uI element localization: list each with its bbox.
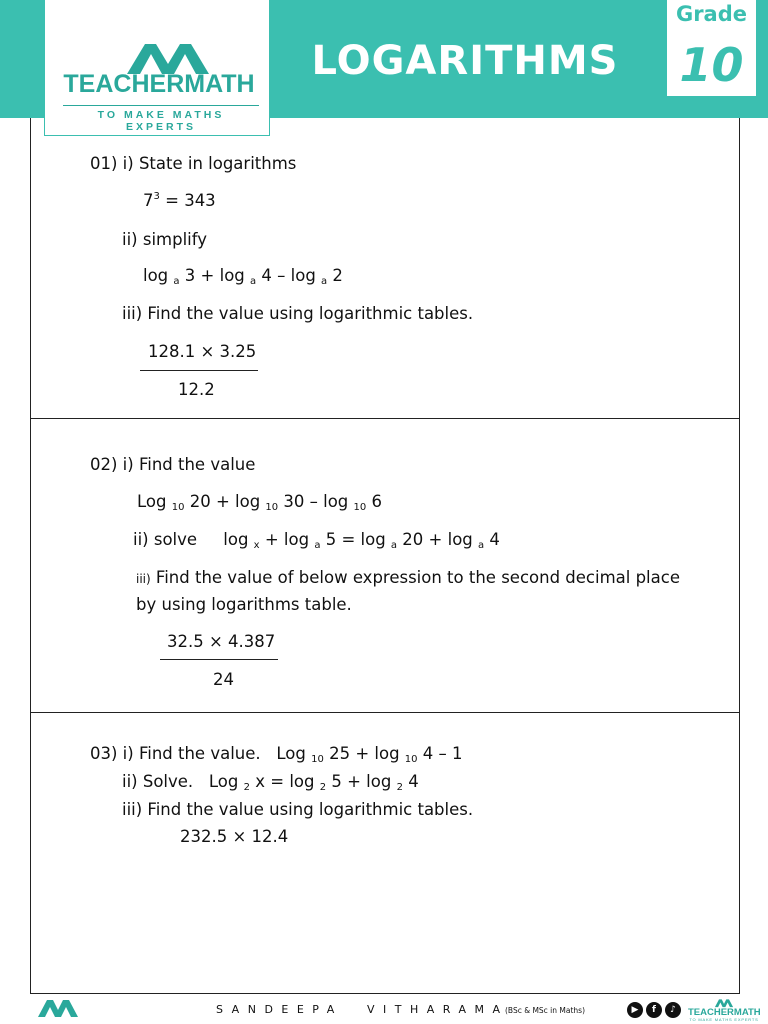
footer-logo-icon xyxy=(36,998,80,1018)
header-band xyxy=(0,0,768,133)
q2-part-ii: ii) solve log $_x$ + log $_a$ 5 = log $_a$ 20 + log $_a$ 4 xyxy=(133,530,500,551)
q3-heading-text: 03) i) Find the value. xyxy=(90,744,261,763)
q1-numerator: 128.1 × 3.25 xyxy=(148,342,257,361)
mini-brand-tagline: TO MAKE MATHS EXPERTS xyxy=(689,1017,759,1022)
page-title: LOGARITHMS xyxy=(311,38,619,84)
author-credentials: (BSc & MSc in Maths) xyxy=(505,1006,585,1015)
author-first-name: SANDEEPA xyxy=(216,1003,343,1016)
q3-heading: 03) i) Find the value. Log $_{10}$ 25 + log $_{10}$ 4 – 1 xyxy=(90,744,463,765)
fraction-bar xyxy=(160,659,278,660)
q1-part-iii: iii) Find the value using logarithmic tables. xyxy=(122,304,474,323)
q2-part-iii xyxy=(136,568,680,587)
q2-heading: 02) i) Find the value xyxy=(90,455,256,474)
section-divider xyxy=(30,418,740,419)
worksheet-frame xyxy=(30,118,740,994)
q1-exponent: 3 xyxy=(153,191,160,202)
q3-part-iii: iii) Find the value using logarithmic tables. xyxy=(122,800,474,819)
q1-power-expression xyxy=(143,191,216,210)
q1-base: 7 xyxy=(143,191,154,210)
grade-label: Grade xyxy=(675,2,748,26)
q3-expression: 232.5 × 12.4 xyxy=(180,827,289,846)
q1-heading: 01) i) State in logarithms xyxy=(90,154,297,173)
q1-result: = 343 xyxy=(159,191,216,210)
author-last-name: VITHARAMA xyxy=(367,1003,509,1016)
q2-iii-prefix: iii) xyxy=(136,572,151,586)
q2-iii-line1: Find the value of below expression to the second decimal place xyxy=(150,568,680,587)
q2-numerator: 32.5 × 4.387 xyxy=(167,632,276,651)
section-divider xyxy=(30,712,740,713)
q3-part-ii: ii) Solve. Log $_2$ x = log $_2$ 5 + log $_2$ 4 xyxy=(122,772,419,793)
q2-iii-line2: by using logarithms table. xyxy=(136,595,352,614)
q1-log-expression: log $_a$ 3 + log $_a$ 4 – log $_a$ 2 xyxy=(143,266,343,287)
facebook-icon[interactable]: f xyxy=(646,1002,662,1018)
q2-log-expression: Log $_{10}$ 20 + log $_{10}$ 30 – log $_{10}$ 6 xyxy=(137,492,383,513)
q2-denominator: 24 xyxy=(213,670,234,689)
fraction-bar xyxy=(140,370,258,371)
youtube-icon[interactable]: ▶ xyxy=(627,1002,643,1018)
brand-logo xyxy=(44,0,270,136)
footer xyxy=(0,996,768,1024)
grade-number: 10 xyxy=(679,38,744,92)
brand-tagline: TO MAKE MATHS EXPERTS xyxy=(63,105,259,133)
mini-brand-wordmark: TEACHERMATH xyxy=(688,1007,761,1018)
grade-badge xyxy=(667,0,756,96)
q1-denominator: 12.2 xyxy=(178,380,215,399)
q1-part-ii: ii) simplify xyxy=(122,230,208,249)
tiktok-icon[interactable]: ♪ xyxy=(665,1002,681,1018)
brand-wordmark: TEACHERMATH xyxy=(63,70,255,98)
footer-brand-logo xyxy=(688,998,760,1022)
